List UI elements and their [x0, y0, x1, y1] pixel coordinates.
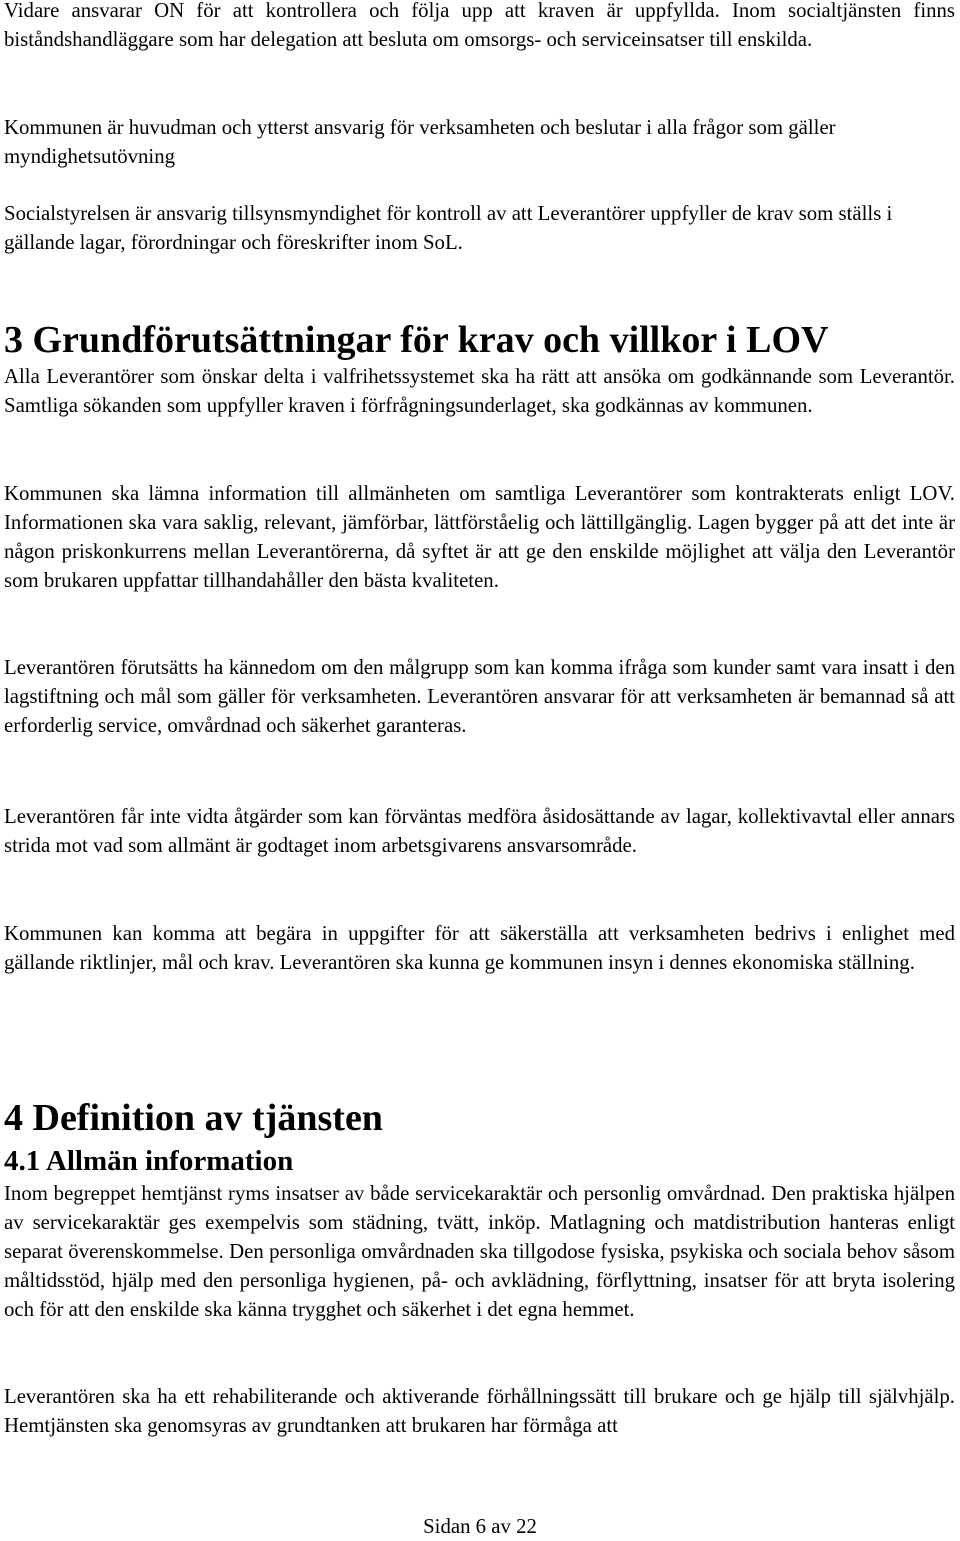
- section-3-paragraph-4: Leverantören får inte vidta åtgärder som kan förväntas medföra åsidosättande av lagar, kollektivavtal eller annars strida mot vad som allmänt är godtaget inom arbetsgivarens ansvarsområde.: [4, 805, 955, 857]
- section-3-paragraph-2: Kommunen ska lämna information till allmänheten om samtliga Leverantörer som kontrakterats enligt LOV. Informationen ska vara saklig, relevant, jämförbar, lättförståelig och lättillgänglig. Lagen bygger på att det inte är någon priskonkurrens mellan Leverantörerna, då syftet är att ge den enskilde möjlighet att välja den Leverantör som brukaren uppfattar tillhandahåller den bästa kvaliteten.: [4, 482, 955, 592]
- section-3-paragraph-5: Kommunen kan komma att begära in uppgifter för att säkerställa att verksamheten bedrivs i enlighet med gällande riktlinjer, mål och krav. Leverantören ska kunna ge kommunen insyn i dennes ekonomiska ställning.: [4, 922, 955, 974]
- section-4-1-paragraph-2: Leverantören ska ha ett rehabiliterande och aktiverande förhållningssätt till brukare och ge hjälp till självhjälp. Hemtjänsten ska genomsyras av grundtanken att brukaren har förmåga att: [4, 1385, 955, 1437]
- intro-paragraph-3: Socialstyrelsen är ansvarig tillsynsmyndighet för kontroll av att Leverantörer uppfyller de krav som ställs i gällande lagar, förordningar och föreskrifter inom SoL.: [4, 202, 893, 254]
- section-4-1-subheading: 4.1 Allmän information: [4, 1145, 294, 1177]
- intro-paragraph-1: Vidare ansvarar ON för att kontrollera och följa upp att kraven är uppfyllda. Inom socialtjänsten finns biståndshandläggare som har delegation att besluta om omsorgs- och serviceinsatser till enskilda.: [4, 0, 955, 51]
- section-3-paragraph-3: Leverantören förutsätts ha kännedom om den målgrupp som kan komma ifråga som kunder samt vara insatt i den lagstiftning och mål som gäller för verksamheten. Leverantören ansvarar för att verksamheten är bemannad så att erforderlig service, omvårdnad och säkerhet garanteras.: [4, 656, 955, 737]
- section-4-1-paragraph-1: Inom begreppet hemtjänst ryms insatser av både servicekaraktär och personlig omvårdnad. Den praktiska hjälpen av servicekaraktär ges exempelvis som städning, tvätt, inköp. Matlagning och matdistribution hanteras enligt separat överenskommelse. Den personliga omvårdnaden ska tillgodose fysiska, psykiska och sociala behov såsom måltidsstöd, hjälp med den personliga hygienen, på- och avklädning, förflyttning, insatser för att bryta isolering och för att den enskilde ska känna trygghet och säkerhet i det egna hemmet.: [4, 1182, 955, 1321]
- intro-paragraph-2: Kommunen är huvudman och ytterst ansvarig för verksamheten och beslutar i alla frågor som gäller myndighetsutövning: [4, 116, 836, 168]
- page-number-footer: Sidan 6 av 22: [423, 1515, 537, 1538]
- section-3-heading: 3 Grundförutsättningar för krav och villkor i LOV: [4, 319, 829, 361]
- section-3-paragraph-1: Alla Leverantörer som önskar delta i valfrihetssystemet ska ha rätt att ansöka om godkännande som Leverantör. Samtliga sökanden som uppfyller kraven i förfrågningsunderlaget, ska godkännas av kommunen.: [4, 365, 955, 417]
- section-4-heading: 4 Definition av tjänsten: [4, 1097, 383, 1139]
